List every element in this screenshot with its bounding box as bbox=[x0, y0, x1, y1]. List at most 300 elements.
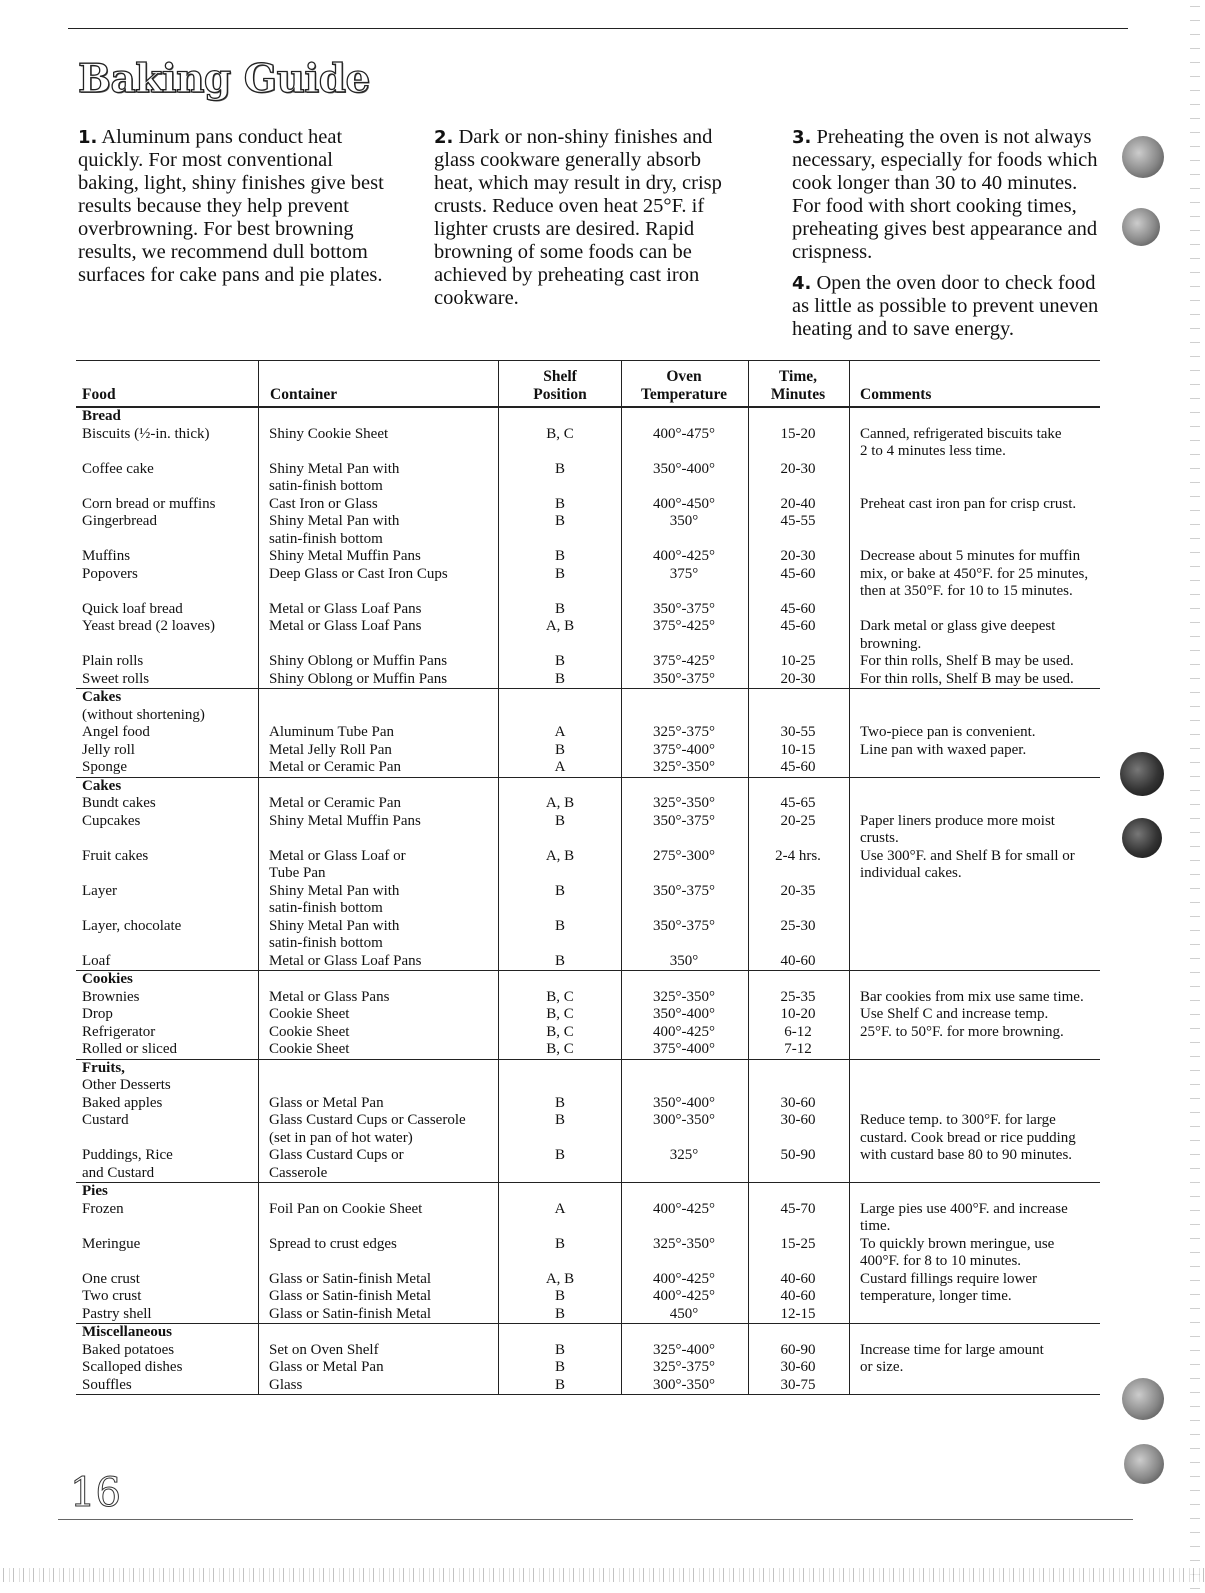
table-row bbox=[76, 461, 1100, 479]
cell-container: Glass or Metal Pan bbox=[269, 1094, 384, 1111]
cell-container: Shiny Metal Muffin Pans bbox=[269, 548, 421, 564]
cell-shelf: B bbox=[554, 1235, 565, 1252]
cell-comments: For thin rolls, Shelf B may be used. bbox=[860, 653, 1074, 669]
cell-oven-temp: 325°-350° bbox=[653, 988, 715, 1005]
cell-shelf: B bbox=[554, 513, 565, 529]
cell-container: Cast Iron or Glass bbox=[269, 495, 378, 512]
cell-comments: Custard fillings require lower bbox=[860, 1270, 1038, 1287]
cell-oven-temp: 350°-400° bbox=[653, 1006, 715, 1022]
cell-container: Glass or Metal Pan bbox=[269, 1359, 384, 1375]
cell-shelf: A bbox=[554, 1200, 566, 1217]
cell-food: Coffee cake bbox=[82, 460, 154, 477]
section-title-row bbox=[76, 778, 1100, 796]
cell-container: Glass or Satin-finish Metal bbox=[269, 1305, 432, 1322]
cell-food: Drop bbox=[82, 1006, 113, 1022]
table-row bbox=[76, 830, 1100, 848]
cell-time: 25-30 bbox=[780, 917, 816, 934]
cell-comments: 400°F. for 8 to 10 minutes. bbox=[860, 1253, 1022, 1269]
cell-oven-temp: 350°-375° bbox=[653, 882, 715, 899]
cell-food: Sponge bbox=[82, 759, 127, 775]
cell-shelf: B, C bbox=[546, 425, 574, 442]
cell-food: Yeast bread (2 loaves) bbox=[82, 618, 216, 634]
cell-food: Cupcakes bbox=[82, 812, 141, 829]
cell-container: Glass Custard Cups or Casserole bbox=[269, 1112, 466, 1128]
binder-hole-mark bbox=[1124, 1444, 1164, 1484]
cell-shelf: B bbox=[554, 670, 565, 687]
cell-shelf: B, C bbox=[546, 988, 574, 1005]
page-title: Baking Guide bbox=[78, 56, 370, 102]
cell-food: Popovers bbox=[82, 565, 138, 582]
cell-comments: Paper liners produce more moist bbox=[860, 812, 1055, 829]
cell-food: Muffins bbox=[82, 548, 131, 564]
cell-container: Shiny Oblong or Muffin Pans bbox=[269, 670, 448, 687]
table-row bbox=[76, 953, 1100, 971]
cell-shelf: A, B bbox=[545, 795, 575, 811]
cell-comments: Dark metal or glass give deepest bbox=[860, 618, 1056, 634]
table-row bbox=[76, 653, 1100, 671]
table-row bbox=[76, 671, 1100, 689]
column-header-time: Time, Minutes bbox=[770, 368, 826, 403]
cell-oven-temp: 325°-375° bbox=[653, 724, 715, 740]
cell-shelf: B, C bbox=[546, 1006, 574, 1022]
cell-container: Tube Pan bbox=[269, 865, 326, 881]
table-row bbox=[76, 900, 1100, 918]
cell-time: 45-60 bbox=[780, 759, 816, 775]
binder-hole-mark bbox=[1122, 1378, 1164, 1420]
table-row bbox=[76, 618, 1100, 636]
table-row bbox=[76, 583, 1100, 601]
cell-time: 30-75 bbox=[780, 1376, 816, 1393]
intro-column-2 bbox=[434, 126, 744, 310]
cell-time: 45-70 bbox=[780, 1200, 816, 1217]
cell-comments: Decrease about 5 minutes for muffin bbox=[860, 548, 1081, 564]
cell-shelf: B bbox=[554, 653, 565, 669]
page-number: 16 bbox=[70, 1470, 121, 1516]
cell-food: Scalloped dishes bbox=[82, 1359, 183, 1375]
table-section bbox=[76, 1183, 1100, 1324]
cell-time: 45-60 bbox=[780, 618, 816, 634]
cell-container: Metal or Glass Loaf Pans bbox=[269, 618, 422, 634]
cell-container: satin-finish bottom bbox=[269, 935, 383, 951]
table-section bbox=[76, 1060, 1100, 1184]
table-row bbox=[76, 742, 1100, 760]
column-header-food: Food bbox=[82, 386, 116, 403]
cell-comments: For thin rolls, Shelf B may be used. bbox=[860, 670, 1074, 687]
cell-oven-temp: 325°-350° bbox=[653, 1235, 715, 1252]
cell-time: 45-60 bbox=[780, 565, 816, 582]
cell-time: 20-25 bbox=[780, 812, 816, 829]
table-row bbox=[76, 1236, 1100, 1254]
cell-oven-temp: 350°-375° bbox=[653, 670, 715, 687]
cell-food: Refrigerator bbox=[82, 1023, 156, 1040]
table-row bbox=[76, 443, 1100, 461]
top-rule bbox=[68, 28, 1128, 29]
cell-shelf: B, C bbox=[546, 1023, 574, 1040]
cell-comments: temperature, longer time. bbox=[860, 1288, 1012, 1304]
cell-food: (without shortening) bbox=[82, 706, 205, 723]
table-row bbox=[76, 1306, 1100, 1324]
cell-comments: 25°F. to 50°F. for more browning. bbox=[860, 1023, 1064, 1040]
cell-oven-temp: 350° bbox=[669, 513, 699, 529]
cell-oven-temp: 400°-475° bbox=[653, 425, 715, 442]
table-row bbox=[76, 707, 1100, 725]
cell-food: Angel food bbox=[82, 724, 150, 740]
column-header-container: Container bbox=[270, 386, 338, 403]
cell-food: Custard bbox=[82, 1112, 129, 1128]
cell-comments: Line pan with waxed paper. bbox=[860, 741, 1027, 758]
cell-container: satin-finish bottom bbox=[269, 530, 383, 547]
table-row bbox=[76, 883, 1100, 901]
section-title-row bbox=[76, 1324, 1100, 1342]
table-section bbox=[76, 778, 1100, 972]
cell-comments: Large pies use 400°F. and increase bbox=[860, 1200, 1068, 1217]
cell-container: Shiny Metal Pan with bbox=[269, 513, 400, 529]
cell-comments: 2 to 4 minutes less time. bbox=[860, 443, 1006, 459]
section-title: Pies bbox=[82, 1183, 108, 1199]
cell-time: 10-15 bbox=[780, 741, 816, 758]
table-header bbox=[76, 360, 1100, 408]
cell-oven-temp: 400°-425° bbox=[653, 1270, 715, 1287]
table-row bbox=[76, 795, 1100, 813]
scan-edge-noise bbox=[1190, 0, 1200, 1593]
table-row bbox=[76, 548, 1100, 566]
table-row bbox=[76, 513, 1100, 531]
cell-oven-temp: 350°-400° bbox=[653, 1094, 715, 1111]
cell-time: 30-55 bbox=[780, 724, 816, 740]
cell-food: Fruit cakes bbox=[82, 847, 149, 864]
cell-container: satin-finish bottom bbox=[269, 478, 383, 494]
cell-oven-temp: 350°-400° bbox=[653, 460, 715, 477]
cell-time: 30-60 bbox=[780, 1112, 816, 1128]
cell-food: Jelly roll bbox=[82, 741, 135, 758]
cell-container: Shiny Metal Pan with bbox=[269, 917, 400, 934]
column-divider bbox=[621, 360, 622, 1395]
table-section bbox=[76, 1324, 1100, 1395]
intro-paragraph-2: 2. Dark or non-shiny finishes and glass cookware generally absorb heat, which may result in dry, crisp crusts. Reduce oven heat 25°F. if lighter crusts are desired. Rapid browning of some foods can be achieved by preheating cast iron cookware. bbox=[434, 126, 722, 309]
table-body bbox=[76, 408, 1100, 1395]
cell-container: Shiny Metal Pan with bbox=[269, 460, 400, 477]
section-title: Fruits, bbox=[82, 1059, 125, 1076]
cell-container: Set on Oven Shelf bbox=[269, 1341, 379, 1358]
cell-oven-temp: 375°-425° bbox=[653, 653, 715, 669]
cell-oven-temp: 450° bbox=[669, 1305, 699, 1322]
cell-container: Glass or Satin-finish Metal bbox=[269, 1270, 432, 1287]
cell-time: 20-30 bbox=[780, 670, 816, 687]
table-row bbox=[76, 636, 1100, 654]
cell-time: 20-30 bbox=[780, 548, 816, 564]
cell-time: 30-60 bbox=[780, 1359, 816, 1375]
cell-shelf: B bbox=[554, 548, 565, 564]
cell-oven-temp: 400°-425° bbox=[653, 1023, 715, 1040]
table-section bbox=[76, 971, 1100, 1060]
cell-comments: Canned, refrigerated biscuits take bbox=[860, 425, 1062, 442]
cell-comments: To quickly brown meringue, use bbox=[860, 1235, 1055, 1252]
cell-container: Metal or Glass Pans bbox=[269, 988, 390, 1005]
cell-oven-temp: 350°-375° bbox=[653, 600, 715, 617]
table-row bbox=[76, 478, 1100, 496]
intro-column-1 bbox=[78, 126, 398, 287]
cell-comments: Two-piece pan is convenient. bbox=[860, 724, 1036, 740]
section-title: Miscellaneous bbox=[82, 1324, 172, 1340]
cell-oven-temp: 300°-350° bbox=[653, 1112, 715, 1128]
cell-oven-temp: 325°-350° bbox=[653, 759, 715, 775]
binder-hole-mark bbox=[1122, 136, 1164, 178]
section-title: Bread bbox=[82, 408, 121, 424]
section-title-row bbox=[76, 1183, 1100, 1201]
table-row bbox=[76, 1165, 1100, 1183]
cell-time: 45-55 bbox=[780, 513, 816, 529]
intro-paragraph-1: 1. Aluminum pans conduct heat quickly. For most conventional baking, light, shiny finishes give best results because they help prevent overbrowning. For best browning results, we recommend dull bottom surfaces for cake pans and pie plates. bbox=[78, 126, 384, 286]
binder-hole-mark bbox=[1120, 752, 1164, 796]
section-title-row bbox=[76, 689, 1100, 707]
cell-container: Glass bbox=[269, 1376, 303, 1393]
cell-time: 7-12 bbox=[784, 1041, 812, 1057]
column-header-oven: Oven Temperature bbox=[640, 368, 728, 403]
cell-food: Plain rolls bbox=[82, 653, 144, 669]
cell-food: Baked potatoes bbox=[82, 1341, 175, 1358]
cell-container: Cookie Sheet bbox=[269, 1023, 350, 1040]
table-row bbox=[76, 1147, 1100, 1165]
cell-food: Layer bbox=[82, 882, 117, 899]
cell-oven-temp: 400°-425° bbox=[653, 1200, 715, 1217]
cell-time: 20-40 bbox=[780, 495, 816, 512]
cell-oven-temp: 325°-400° bbox=[653, 1341, 715, 1358]
cell-shelf: B bbox=[554, 812, 565, 829]
cell-comments: Preheat cast iron pan for crisp crust. bbox=[860, 495, 1077, 512]
cell-shelf: A, B bbox=[545, 618, 575, 634]
cell-oven-temp: 375°-425° bbox=[653, 618, 715, 634]
cell-food: Pastry shell bbox=[82, 1305, 152, 1322]
cell-food: Baked apples bbox=[82, 1094, 163, 1111]
cell-time: 20-35 bbox=[780, 882, 816, 899]
table-row bbox=[76, 1006, 1100, 1024]
cell-container: Spread to crust edges bbox=[269, 1235, 397, 1252]
cell-container: Shiny Metal Pan with bbox=[269, 882, 400, 899]
column-divider bbox=[498, 360, 499, 1395]
cell-container: Casserole bbox=[269, 1164, 328, 1181]
table-row bbox=[76, 1130, 1100, 1148]
cell-shelf: B bbox=[554, 1376, 565, 1393]
table-row bbox=[76, 989, 1100, 1007]
cell-shelf: A bbox=[554, 759, 566, 775]
table-row bbox=[76, 1041, 1100, 1059]
cell-shelf: B bbox=[554, 917, 565, 934]
cell-shelf: A, B bbox=[545, 847, 575, 864]
cell-oven-temp: 325°-375° bbox=[653, 1359, 715, 1375]
cell-comments: Use 300°F. and Shelf B for small or bbox=[860, 847, 1075, 864]
cell-oven-temp: 350°-375° bbox=[653, 917, 715, 934]
cell-shelf: B bbox=[554, 495, 565, 512]
binder-hole-mark bbox=[1122, 208, 1160, 246]
cell-oven-temp: 275°-300° bbox=[653, 847, 715, 864]
cell-time: 15-25 bbox=[780, 1235, 816, 1252]
table-section bbox=[76, 689, 1100, 778]
cell-comments: Use Shelf C and increase temp. bbox=[860, 1006, 1049, 1022]
cell-shelf: B bbox=[554, 952, 565, 969]
cell-food: Sweet rolls bbox=[82, 670, 150, 687]
section-title-row bbox=[76, 1060, 1100, 1078]
cell-time: 45-65 bbox=[780, 795, 816, 811]
cell-shelf: B, C bbox=[546, 1041, 574, 1057]
cell-shelf: B bbox=[554, 1305, 565, 1322]
cell-shelf: B bbox=[554, 1147, 565, 1163]
section-title: Cookies bbox=[82, 971, 133, 987]
table-row bbox=[76, 1377, 1100, 1395]
cell-shelf: B bbox=[554, 565, 565, 582]
table-row bbox=[76, 935, 1100, 953]
cell-shelf: B bbox=[554, 1341, 565, 1358]
cell-food: Loaf bbox=[82, 952, 111, 969]
cell-time: 2-4 hrs. bbox=[775, 847, 821, 864]
section-title-row bbox=[76, 971, 1100, 989]
cell-shelf: A bbox=[554, 724, 566, 740]
section-title: Cakes bbox=[82, 777, 122, 794]
column-divider bbox=[849, 360, 850, 1395]
cell-time: 50-90 bbox=[780, 1147, 816, 1163]
cell-container: Metal or Ceramic Pan bbox=[269, 759, 402, 775]
cell-oven-temp: 325°-350° bbox=[653, 795, 715, 811]
table-row bbox=[76, 1218, 1100, 1236]
table-row bbox=[76, 865, 1100, 883]
column-divider bbox=[748, 360, 749, 1395]
intro-column-3 bbox=[792, 126, 1102, 341]
cell-food: Brownies bbox=[82, 988, 140, 1005]
cell-container: Metal or Glass Loaf or bbox=[269, 847, 406, 864]
cell-comments: Increase time for large amount bbox=[860, 1341, 1044, 1358]
table-row bbox=[76, 531, 1100, 549]
table-row bbox=[76, 1342, 1100, 1360]
table-row bbox=[76, 601, 1100, 619]
cell-time: 15-20 bbox=[780, 425, 816, 442]
cell-shelf: B bbox=[554, 1094, 565, 1111]
column-divider bbox=[258, 360, 259, 1395]
table-row bbox=[76, 426, 1100, 444]
cell-container: Shiny Oblong or Muffin Pans bbox=[269, 653, 448, 669]
cell-comments: mix, or bake at 450°F. for 25 minutes, bbox=[860, 565, 1089, 582]
cell-shelf: B bbox=[554, 741, 565, 758]
scan-bottom-noise bbox=[0, 1568, 1205, 1582]
cell-oven-temp: 375° bbox=[669, 565, 699, 582]
cell-time: 25-35 bbox=[780, 988, 816, 1005]
table-row bbox=[76, 566, 1100, 584]
binder-hole-mark bbox=[1122, 818, 1162, 858]
cell-food: Souffles bbox=[82, 1376, 132, 1393]
cell-shelf: B bbox=[554, 460, 565, 477]
cell-time: 12-15 bbox=[780, 1305, 816, 1322]
cell-oven-temp: 350° bbox=[669, 952, 699, 969]
table-row bbox=[76, 1024, 1100, 1042]
cell-food: Puddings, Rice bbox=[82, 1147, 173, 1163]
cell-oven-temp: 350°-375° bbox=[653, 812, 715, 829]
cell-container: Shiny Metal Muffin Pans bbox=[269, 812, 421, 829]
table-row bbox=[76, 813, 1100, 831]
cell-comments: time. bbox=[860, 1218, 891, 1234]
cell-food: One crust bbox=[82, 1270, 140, 1287]
cell-time: 10-20 bbox=[780, 1006, 816, 1022]
cell-shelf: B bbox=[554, 1112, 565, 1128]
cell-container: Deep Glass or Cast Iron Cups bbox=[269, 565, 448, 582]
cell-shelf: B bbox=[554, 882, 565, 899]
table-row bbox=[76, 1095, 1100, 1113]
cell-shelf: B bbox=[554, 1288, 565, 1304]
cell-oven-temp: 325° bbox=[669, 1147, 699, 1163]
table-row bbox=[76, 1359, 1100, 1377]
cell-oven-temp: 400°-450° bbox=[653, 495, 715, 512]
cell-oven-temp: 375°-400° bbox=[653, 1041, 715, 1057]
cell-comments: custard. Cook bread or rice pudding bbox=[860, 1129, 1076, 1146]
table-row bbox=[76, 496, 1100, 514]
bottom-rule bbox=[58, 1519, 1133, 1520]
cell-food: Corn bread or muffins bbox=[82, 495, 216, 512]
cell-food: Meringue bbox=[82, 1235, 141, 1252]
section-title-row bbox=[76, 408, 1100, 426]
cell-container: Cookie Sheet bbox=[269, 1041, 350, 1057]
cell-container: Aluminum Tube Pan bbox=[269, 724, 395, 740]
cell-container: Shiny Cookie Sheet bbox=[269, 425, 389, 442]
cell-time: 30-60 bbox=[780, 1094, 816, 1111]
cell-comments: individual cakes. bbox=[860, 865, 962, 881]
cell-container: Cookie Sheet bbox=[269, 1006, 350, 1022]
cell-comments: then at 350°F. for 10 to 15 minutes. bbox=[860, 583, 1073, 599]
intro-paragraph-3: 3. Preheating the oven is not always necessary, especially for foods which cook longer than 30 to 40 minutes. For food with short cooking times, preheating gives best appearance and crispness. bbox=[792, 126, 1098, 263]
cell-time: 6-12 bbox=[784, 1023, 812, 1040]
cell-container: Metal Jelly Roll Pan bbox=[269, 741, 392, 758]
cell-container: (set in pan of hot water) bbox=[269, 1129, 413, 1146]
cell-food: Rolled or sliced bbox=[82, 1041, 177, 1057]
cell-container: Metal or Ceramic Pan bbox=[269, 795, 402, 811]
table-row bbox=[76, 1077, 1100, 1095]
cell-time: 40-60 bbox=[780, 952, 816, 969]
cell-container: Foil Pan on Cookie Sheet bbox=[269, 1200, 423, 1217]
cell-shelf: A, B bbox=[545, 1270, 575, 1287]
cell-oven-temp: 400°-425° bbox=[653, 1288, 715, 1304]
table-row bbox=[76, 1112, 1100, 1130]
cell-container: Glass or Satin-finish Metal bbox=[269, 1288, 432, 1304]
table-row bbox=[76, 848, 1100, 866]
cell-time: 40-60 bbox=[780, 1288, 816, 1304]
cell-comments: crusts. bbox=[860, 830, 899, 846]
cell-container: Glass Custard Cups or bbox=[269, 1147, 404, 1163]
column-header-shelf: Shelf Position bbox=[533, 368, 587, 403]
cell-time: 40-60 bbox=[780, 1270, 816, 1287]
cell-food: Gingerbread bbox=[82, 513, 157, 529]
cell-comments: Bar cookies from mix use same time. bbox=[860, 988, 1084, 1005]
table-row bbox=[76, 1201, 1100, 1219]
cell-oven-temp: 300°-350° bbox=[653, 1376, 715, 1393]
table-row bbox=[76, 759, 1100, 777]
cell-time: 45-60 bbox=[780, 600, 816, 617]
cell-food: Biscuits (½-in. thick) bbox=[82, 425, 210, 442]
intro-paragraph-4: 4. Open the oven door to check food as little as possible to prevent uneven heating and to save energy. bbox=[792, 272, 1099, 340]
cell-oven-temp: 375°-400° bbox=[653, 741, 715, 758]
cell-oven-temp: 400°-425° bbox=[653, 548, 715, 564]
cell-food: Two crust bbox=[82, 1288, 142, 1304]
cell-comments: Reduce temp. to 300°F. for large bbox=[860, 1112, 1056, 1128]
cell-comments: browning. bbox=[860, 635, 922, 652]
cell-food: Quick loaf bread bbox=[82, 600, 183, 617]
cell-time: 60-90 bbox=[780, 1341, 816, 1358]
cell-food: Layer, chocolate bbox=[82, 917, 182, 934]
table-row bbox=[76, 1271, 1100, 1289]
cell-comments: with custard base 80 to 90 minutes. bbox=[860, 1147, 1073, 1163]
cell-container: satin-finish bottom bbox=[269, 900, 383, 916]
table-row bbox=[76, 724, 1100, 742]
cell-container: Metal or Glass Loaf Pans bbox=[269, 600, 422, 617]
cell-time: 20-30 bbox=[780, 460, 816, 477]
table-section bbox=[76, 408, 1100, 689]
cell-container: Metal or Glass Loaf Pans bbox=[269, 952, 422, 969]
table-row bbox=[76, 1253, 1100, 1271]
